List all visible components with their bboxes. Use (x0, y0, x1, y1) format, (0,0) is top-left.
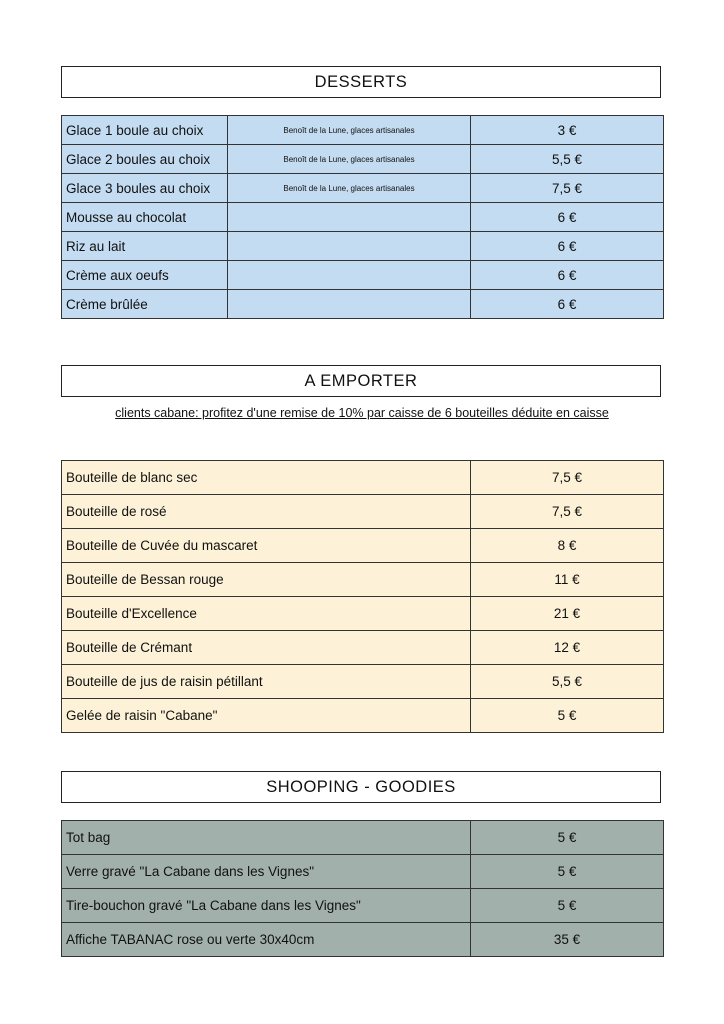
item-price: 7,5 € (471, 461, 664, 495)
table-row (62, 174, 664, 203)
item-note: Benoît de la Lune, glaces artisanales (228, 174, 471, 203)
item-note: Benoît de la Lune, glaces artisanales (228, 145, 471, 174)
item-note (228, 232, 471, 261)
item-price: 6 € (471, 203, 664, 232)
item-name: Crème aux oeufs (62, 261, 228, 290)
table-row (62, 855, 664, 889)
item-name: Verre gravé "La Cabane dans les Vignes" (62, 855, 471, 889)
table-row (62, 631, 664, 665)
table-row (62, 699, 664, 733)
item-name: Bouteille de rosé (62, 495, 471, 529)
item-note (228, 261, 471, 290)
emporter-table (61, 460, 664, 733)
table-row (62, 261, 664, 290)
table-row (62, 203, 664, 232)
table-row (62, 145, 664, 174)
goodies-table (61, 820, 664, 957)
table-row (62, 597, 664, 631)
desserts-table (61, 115, 664, 319)
item-price: 6 € (471, 232, 664, 261)
item-name: Tot bag (62, 821, 471, 855)
item-price: 8 € (471, 529, 664, 563)
table-row (62, 923, 664, 957)
item-name: Tire-bouchon gravé "La Cabane dans les Vignes" (62, 889, 471, 923)
item-name: Bouteille de Cuvée du mascaret (62, 529, 471, 563)
item-price: 21 € (471, 597, 664, 631)
desserts-title: DESSERTS (61, 66, 661, 98)
item-name: Glace 2 boules au choix (62, 145, 228, 174)
item-name: Bouteille de Crémant (62, 631, 471, 665)
item-price: 5,5 € (471, 145, 664, 174)
table-row (62, 290, 664, 319)
item-price: 12 € (471, 631, 664, 665)
discount-notice (0, 406, 724, 420)
item-name: Bouteille d'Excellence (62, 597, 471, 631)
item-price: 3 € (471, 116, 664, 145)
item-name: Glace 3 boules au choix (62, 174, 228, 203)
item-price: 6 € (471, 261, 664, 290)
table-row (62, 529, 664, 563)
item-price: 5 € (471, 821, 664, 855)
table-row (62, 563, 664, 597)
item-name: Affiche TABANAC rose ou verte 30x40cm (62, 923, 471, 957)
table-row (62, 665, 664, 699)
item-price: 5 € (471, 699, 664, 733)
item-price: 11 € (471, 563, 664, 597)
item-name: Gelée de raisin "Cabane" (62, 699, 471, 733)
item-name: Crème brûlée (62, 290, 228, 319)
item-name: Bouteille de blanc sec (62, 461, 471, 495)
item-note (228, 290, 471, 319)
item-name: Riz au lait (62, 232, 228, 261)
item-name: Bouteille de jus de raisin pétillant (62, 665, 471, 699)
goodies-title: SHOOPING - GOODIES (61, 771, 661, 803)
item-name: Mousse au chocolat (62, 203, 228, 232)
item-price: 5 € (471, 889, 664, 923)
item-price: 6 € (471, 290, 664, 319)
item-name: Bouteille de Bessan rouge (62, 563, 471, 597)
table-row (62, 495, 664, 529)
table-row (62, 889, 664, 923)
item-price: 7,5 € (471, 495, 664, 529)
item-note (228, 203, 471, 232)
item-price: 5 € (471, 855, 664, 889)
item-price: 5,5 € (471, 665, 664, 699)
table-row (62, 232, 664, 261)
table-row (62, 821, 664, 855)
emporter-title: A EMPORTER (61, 365, 661, 397)
item-price: 7,5 € (471, 174, 664, 203)
table-row (62, 116, 664, 145)
discount-notice-text: clients cabane: profitez d'une remise de 10% par caisse de 6 bouteilles déduite en caisse (115, 406, 609, 420)
item-name: Glace 1 boule au choix (62, 116, 228, 145)
item-note: Benoît de la Lune, glaces artisanales (228, 116, 471, 145)
table-row (62, 461, 664, 495)
item-price: 35 € (471, 923, 664, 957)
